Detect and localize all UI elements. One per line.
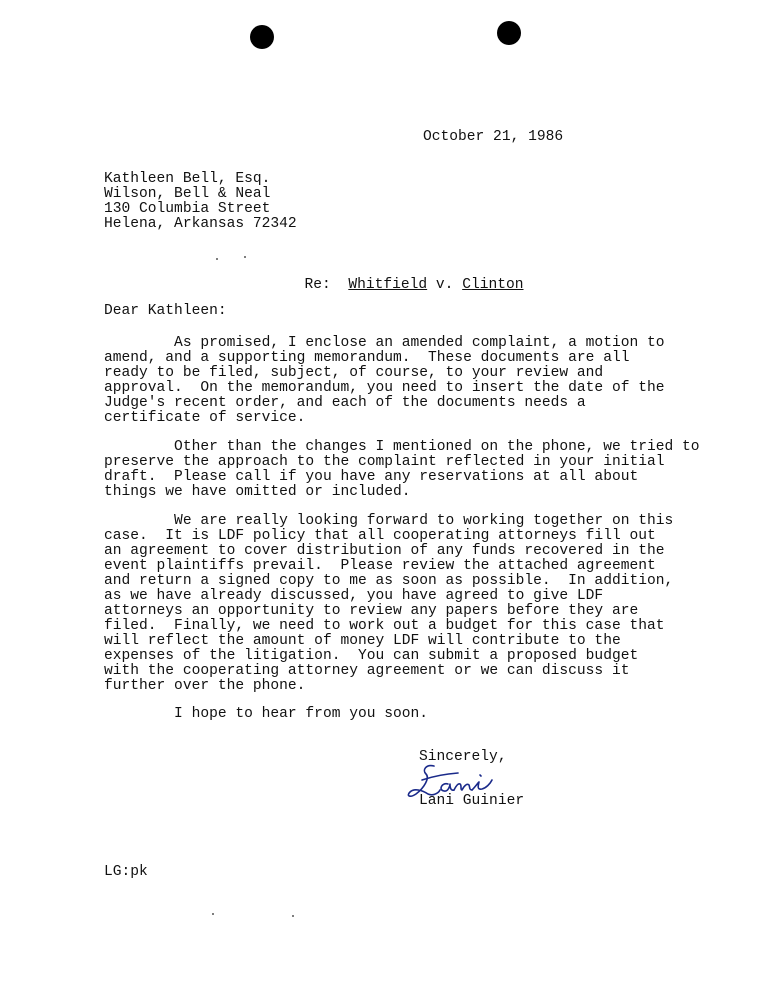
signature-name: Lani Guinier: [419, 793, 525, 809]
paragraph-line: preserve the approach to the complaint reflected in your initial: [104, 454, 665, 470]
paragraph-line: As promised, I enclose an amended complaint, a motion to: [104, 335, 665, 351]
salutation: Dear Kathleen:: [104, 303, 227, 319]
paragraph-line: amend, and a supporting memorandum. These documents are all: [104, 350, 630, 366]
paragraph-line: Judge's recent order, and each of the documents needs a: [104, 395, 586, 411]
paragraph-line: draft. Please call if you have any reservations at all about: [104, 469, 639, 485]
paragraph-line: certificate of service.: [104, 410, 306, 426]
punch-hole-right: [497, 21, 521, 45]
paragraph-line: expenses of the litigation. You can submit a proposed budget: [104, 648, 639, 664]
re-label: Re:: [304, 277, 331, 293]
scan-speck: [216, 258, 218, 260]
paragraph-line: will reflect the amount of money LDF will contribute to the: [104, 633, 621, 649]
paragraph-line: further over the phone.: [104, 678, 306, 694]
letter-date: October 21, 1986: [423, 129, 564, 145]
paragraph-line: case. It is LDF policy that all cooperating attorneys fill out: [104, 528, 656, 544]
paragraph-line: approval. On the memorandum, you need to insert the date of the: [104, 380, 665, 396]
body-paragraph-1: [104, 336, 704, 426]
paragraph-line: things we have omitted or included.: [104, 484, 411, 500]
scan-speck: [212, 913, 214, 915]
recipient-city: Helena, Arkansas 72342: [104, 216, 297, 232]
scan-speck: [244, 256, 246, 258]
paragraph-line: an agreement to cover distribution of any funds recovered in the: [104, 543, 665, 559]
case-party-1: Whitfield: [348, 277, 428, 293]
typist-initials: LG:pk: [104, 864, 148, 880]
paragraph-line: with the cooperating attorney agreement or we can discuss it: [104, 663, 630, 679]
punch-hole-left: [250, 25, 274, 49]
paragraph-line: as we have already discussed, you have agreed to give LDF: [104, 588, 604, 604]
paragraph-line: We are really looking forward to working together on this: [104, 513, 674, 529]
paragraph-line: ready to be filed, subject, of course, to your review and: [104, 365, 604, 381]
paragraph-line: Other than the changes I mentioned on the phone, we tried to: [104, 439, 700, 455]
paragraph-line: event plaintiffs prevail. Please review the attached agreement: [104, 558, 656, 574]
re-line: [287, 261, 524, 293]
paragraph-line: attorneys an opportunity to review any papers before they are: [104, 603, 639, 619]
case-versus: v.: [435, 277, 454, 293]
scan-speck: [292, 915, 294, 917]
valediction: Sincerely,: [419, 749, 507, 765]
case-party-2: Clinton: [462, 277, 524, 293]
recipient-firm: Wilson, Bell & Neal: [104, 186, 271, 202]
recipient-name: Kathleen Bell, Esq.: [104, 171, 271, 187]
closing-line: I hope to hear from you soon.: [104, 706, 429, 722]
body-paragraph-2: [104, 440, 704, 500]
body-paragraph-3: [104, 514, 704, 694]
recipient-street: 130 Columbia Street: [104, 201, 271, 217]
paragraph-line: filed. Finally, we need to work out a budget for this case that: [104, 618, 665, 634]
paragraph-line: and return a signed copy to me as soon as possible. In addition,: [104, 573, 674, 589]
